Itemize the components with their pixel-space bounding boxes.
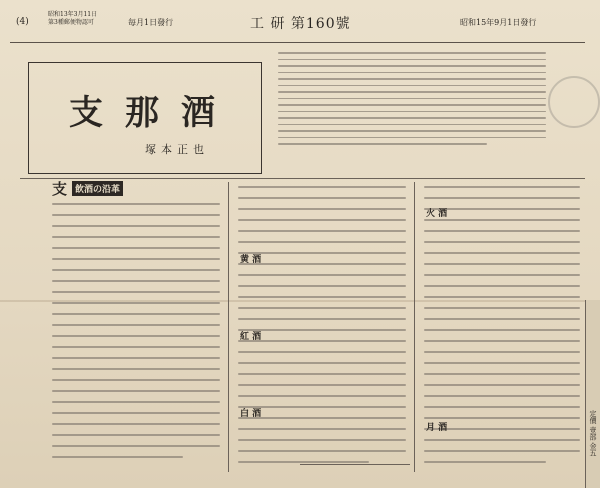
registration-notice (48, 11, 97, 27)
body-column-3 (424, 186, 580, 472)
text-line (424, 219, 580, 221)
text-line (238, 373, 406, 375)
library-stamp (548, 76, 600, 128)
text-line (238, 296, 406, 298)
text-line (238, 351, 406, 353)
section-divider (20, 178, 585, 179)
column-divider (414, 182, 415, 472)
text-line (52, 401, 220, 403)
text-line (424, 263, 580, 265)
text-line (238, 230, 406, 232)
text-line (238, 461, 369, 463)
text-line (278, 85, 546, 87)
text-line (238, 263, 406, 265)
issue-date: 昭和15年9月1日發行 (460, 18, 537, 27)
text-line (238, 417, 406, 419)
text-line (424, 439, 580, 441)
text-line (52, 214, 220, 216)
text-line (424, 274, 580, 276)
article-author: 塚本正也 (145, 143, 209, 156)
page-number: (4) (16, 17, 29, 27)
text-line (52, 258, 220, 260)
text-line (52, 434, 220, 436)
text-line (278, 98, 546, 100)
text-line (278, 104, 546, 106)
text-line (278, 117, 546, 119)
text-line (52, 390, 220, 392)
text-line (424, 351, 580, 353)
text-line (238, 395, 406, 397)
registration-line-1: 昭和13年3月11日 (48, 11, 98, 18)
text-line (278, 143, 487, 145)
text-line (52, 346, 220, 348)
text-line (52, 324, 220, 326)
text-line (424, 285, 580, 287)
drop-cap: 支 (52, 180, 68, 198)
text-line (52, 313, 220, 315)
term-yuejiu: 月 酒 (426, 423, 448, 433)
text-line (278, 124, 546, 126)
section-heading: 飲酒の沿革 (72, 181, 123, 196)
text-line (424, 197, 580, 199)
text-line (238, 450, 406, 452)
text-line (238, 340, 406, 342)
text-line (278, 59, 546, 61)
text-line (424, 461, 546, 463)
text-line (238, 329, 406, 331)
text-line (278, 137, 546, 139)
text-line (278, 65, 546, 67)
text-line (278, 111, 546, 113)
text-line (52, 291, 220, 293)
article-title: 支那酒 (69, 93, 237, 133)
text-line (424, 395, 580, 397)
text-line (424, 406, 580, 408)
text-line (278, 91, 546, 93)
text-line (424, 450, 580, 452)
journal-title: 工 研 第160號 (250, 16, 351, 32)
text-line (238, 219, 406, 221)
text-line (278, 130, 546, 132)
text-line (52, 379, 220, 381)
article-title-box (28, 62, 262, 174)
body-column-2 (238, 186, 406, 472)
text-line (52, 225, 220, 227)
text-line (424, 384, 580, 386)
text-line (424, 230, 580, 232)
page-header (10, 8, 585, 43)
text-line (238, 197, 406, 199)
text-line (238, 406, 406, 408)
text-line (424, 296, 580, 298)
text-line (278, 78, 546, 80)
text-line (238, 208, 406, 210)
text-line (424, 417, 580, 419)
text-line (424, 307, 580, 309)
term-huojiu: 火 酒 (426, 209, 448, 219)
text-line (424, 186, 580, 188)
text-line (238, 252, 406, 254)
text-line (238, 428, 406, 430)
text-line (278, 72, 546, 74)
text-line (238, 318, 406, 320)
text-line (238, 384, 406, 386)
text-line (52, 357, 220, 359)
margin-strip (585, 300, 600, 488)
text-line (52, 412, 220, 414)
registration-line-2: 第3種郵便物認可 (48, 19, 94, 26)
text-line (278, 52, 546, 54)
term-huangjiu: 黄 酒 (240, 255, 262, 265)
footer-rule (300, 464, 410, 465)
text-line (238, 362, 406, 364)
text-line (424, 362, 580, 364)
text-line (424, 241, 580, 243)
text-line (52, 423, 220, 425)
text-line (52, 368, 220, 370)
text-line (52, 302, 220, 304)
text-line (52, 445, 220, 447)
text-line (238, 186, 406, 188)
text-line (424, 373, 580, 375)
text-line (52, 236, 220, 238)
text-line (52, 280, 220, 282)
text-line (52, 203, 220, 205)
text-line (424, 329, 580, 331)
text-line (52, 247, 220, 249)
text-line (238, 307, 406, 309)
text-line (52, 269, 220, 271)
column-divider (228, 182, 229, 472)
price-note: 定價 壹部 金五 (589, 410, 597, 457)
preface-column (278, 52, 546, 150)
text-line (424, 318, 580, 320)
text-line (424, 340, 580, 342)
text-line (52, 335, 220, 337)
term-hongjiu: 紅 酒 (240, 332, 262, 342)
monthly-issue-note: 毎月1日發行 (128, 18, 174, 27)
body-column-1 (52, 203, 220, 467)
text-line (424, 428, 580, 430)
text-line (238, 285, 406, 287)
text-line (238, 241, 406, 243)
text-line (238, 274, 406, 276)
text-line (424, 252, 580, 254)
text-line (238, 439, 406, 441)
text-line (52, 456, 183, 458)
term-baijiu: 白 酒 (240, 409, 262, 419)
text-line (424, 208, 580, 210)
